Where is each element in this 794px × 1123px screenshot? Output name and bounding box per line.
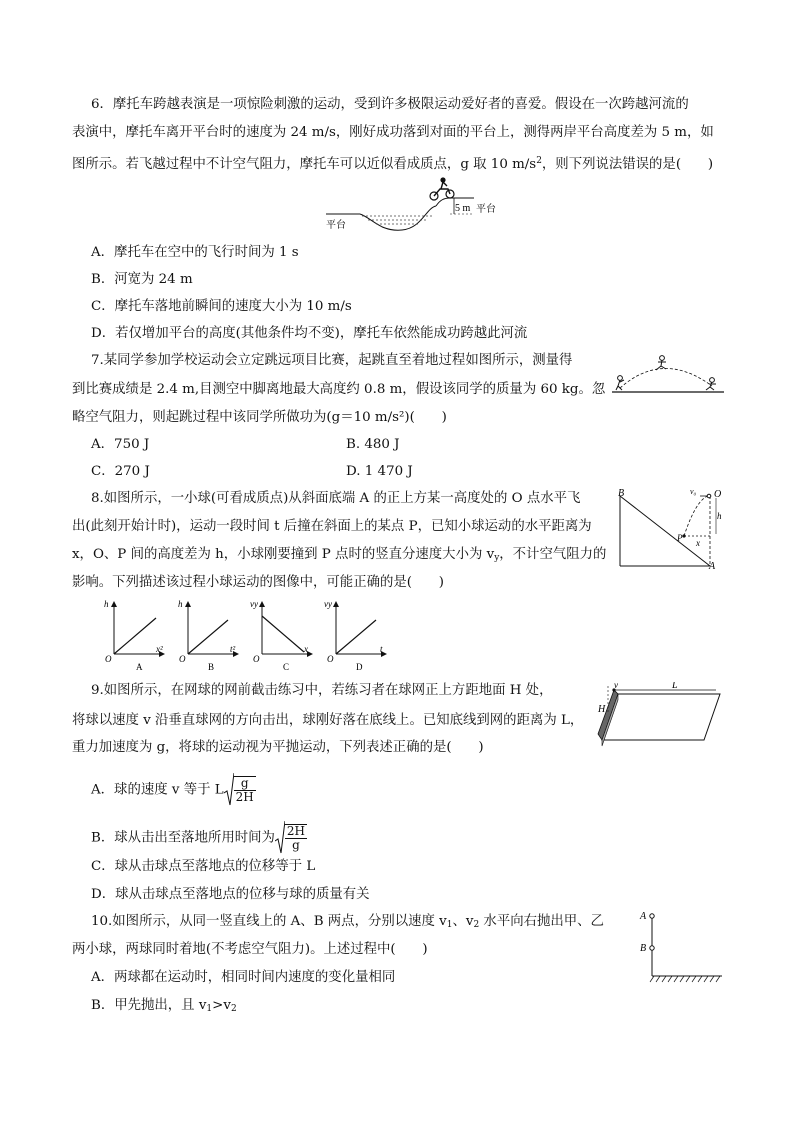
q6-option-a: A．摩托车在空中的飞行时间为 1 s	[91, 245, 299, 260]
sqrt-symbol: $\frac{g}{2H}$	[224, 773, 256, 807]
q8-fig-label-x: x	[696, 538, 700, 548]
graph-c-xlabel: x	[304, 644, 308, 654]
graph-a-ylabel: h	[104, 599, 109, 609]
q9-stem-line1: 9.如图所示，在网球的网前截击练习中，若练习者在球网正上方距地面 H 处，	[91, 683, 553, 698]
q8-fig-label-h: h	[717, 511, 722, 521]
graph-c-ylabel: vy	[250, 599, 258, 609]
graph-d-ylabel: vy	[324, 599, 332, 609]
q8-incline-figure	[616, 486, 728, 572]
q9-fig-label-v: v	[614, 682, 618, 690]
q8-stem-line1: 8.如图所示，一小球(可看成质点)从斜面底端 A 的正上方某一高度处的 O 点水平飞	[91, 491, 581, 506]
q6-option-b: B．河宽为 24 m	[91, 272, 193, 287]
q9-stem-line3: 重力加速度为 g，将球的运动视为平抛运动，下列表述正确的是( )	[72, 740, 484, 755]
graph-b-caption: B	[208, 662, 215, 672]
q9-tennis-court-figure	[594, 682, 734, 752]
q7-stem-line3: 略空气阻力，则起跳过程中该同学所做功为(g＝10 m/s²)( )	[72, 410, 447, 425]
q7-option-d: D. 1 470 J	[346, 464, 413, 479]
q6-stem-line1: 6．摩托车跨越表演是一项惊险刺激的运动，受到许多极限运动爱好者的喜爱。假设在一次跨越河流的	[91, 97, 689, 112]
graph-b-ylabel: h	[178, 599, 183, 609]
q7-stem-line1: 7.某同学参加学校运动会立定跳远项目比赛，起跳直至着地过程如图所示，测量得	[91, 353, 573, 368]
q8-fig-label-o: O	[714, 489, 722, 500]
q10-option-a: A．两球都在运动时，相同时间内速度的变化量相同	[91, 970, 396, 985]
graph-c-origin: O	[253, 654, 260, 664]
q10-fig-label-a: A	[640, 911, 647, 922]
q9-option-d: D．球从击球点至落地点的位移与球的质量有关	[91, 887, 370, 902]
q6-fig-platform-right: 平台	[476, 204, 496, 215]
q8-fig-label-b: B	[618, 488, 625, 499]
graph-b-origin: O	[179, 654, 186, 664]
q6-fig-5m-label: 5 m	[455, 203, 471, 214]
graph-d-caption: D	[356, 662, 363, 672]
q8-fig-label-v0: v₀	[690, 487, 697, 496]
q6-stem-line2: 表演中，摩托车离开平台时的速度为 24 m/s，刚好成功落到对面的平台上，测得两岸平台高度差为 5 m，如	[72, 125, 714, 140]
graph-b-xlabel: t²	[230, 644, 236, 654]
motorcycle-icon	[430, 177, 454, 200]
q9-fig-label-h: H	[598, 704, 606, 715]
q8-stem-line3: x，O、P 间的高度差为 h，小球刚要撞到 P 点时的竖直分速度大小为 $v_y$，不计空气阻力的	[72, 547, 607, 563]
graph-d-origin: O	[327, 654, 334, 664]
q7-option-b: B. 480 J	[346, 437, 400, 452]
q10-fig-label-b: B	[640, 943, 647, 954]
q7-option-a: A．750 J	[91, 437, 150, 452]
sqrt-symbol: $\frac{2H}{g}$	[275, 821, 307, 855]
q6-fig-platform-left: 平台	[326, 220, 346, 231]
q10-figure	[636, 908, 726, 988]
q8-stem-line4: 影响。下列描述该过程小球运动的图像中，可能正确的是( )	[72, 575, 444, 590]
graph-d-xlabel: t	[380, 644, 383, 654]
graph-c-caption: C	[283, 662, 290, 672]
jumper-land-icon	[706, 378, 716, 390]
q8-graph-d	[324, 599, 386, 672]
jumper-mid-icon	[656, 356, 666, 370]
q8-graph-c	[250, 599, 312, 672]
q9-option-b: B．球从击出至落地所用时间为 $\frac{2H}{g}$	[91, 821, 307, 855]
q9-fig-label-l: L	[672, 682, 678, 691]
q7-option-c: C．270 J	[91, 464, 150, 479]
q8-fig-label-a: A	[709, 561, 716, 572]
q8-graph-b	[178, 599, 238, 672]
q9-option-c: C．球从击球点至落地点的位移等于 L	[91, 859, 316, 874]
q7-long-jump-figure	[608, 352, 728, 398]
q9-option-a: A．球的速度 v 等于 L $\frac{g}{2H}$	[91, 773, 256, 807]
q8-graph-a	[104, 599, 164, 672]
q6-motorcycle-figure	[322, 174, 512, 236]
q10-stem-line2: 两小球，两球同时着地(不考虑空气阻力)。上述过程中( )	[72, 942, 428, 957]
q6-option-d: D．若仅增加平台的高度(其他条件均不变)，摩托车依然能成功跨越此河流	[91, 326, 528, 341]
q10-option-b: B．甲先抛出，且 $v_1>v_2$	[91, 998, 237, 1014]
graph-a-caption: A	[136, 662, 143, 672]
jumper-start-icon	[616, 376, 624, 390]
graph-a-origin: O	[105, 654, 112, 664]
q10-stem-line1: 10.如图所示，从同一竖直线上的 A、B 两点，分别以速度 $v_1$、$v_2$ 水平向右抛出甲、乙	[91, 914, 604, 930]
q7-stem-line2: 到比赛成绩是 2.4 m,目测空中脚离地最大高度约 0.8 m，假设该同学的质量为 60 kg。忽	[72, 382, 606, 397]
q6-option-c: C．摩托车落地前瞬间的速度大小为 10 m/s	[91, 299, 352, 314]
q8-stem-line2: 出(此刻开始计时)，运动一段时间 t 后撞在斜面上的某点 P，已知小球运动的水平距离为	[72, 519, 592, 534]
q8-graph-options	[100, 598, 400, 672]
graph-a-xlabel: x²	[156, 644, 163, 654]
q9-stem-line2: 将球以速度 v 沿垂直球网的方向击出，球刚好落在底线上。已知底线到网的距离为 L，	[72, 713, 584, 728]
q8-fig-label-p: P	[677, 533, 683, 543]
q6-stem-line3: 图所示。若飞越过程中不计空气阻力，摩托车可以近似看成质点，g 取 10 $m/s^2$，则下列说法错误的是( )	[72, 156, 714, 172]
